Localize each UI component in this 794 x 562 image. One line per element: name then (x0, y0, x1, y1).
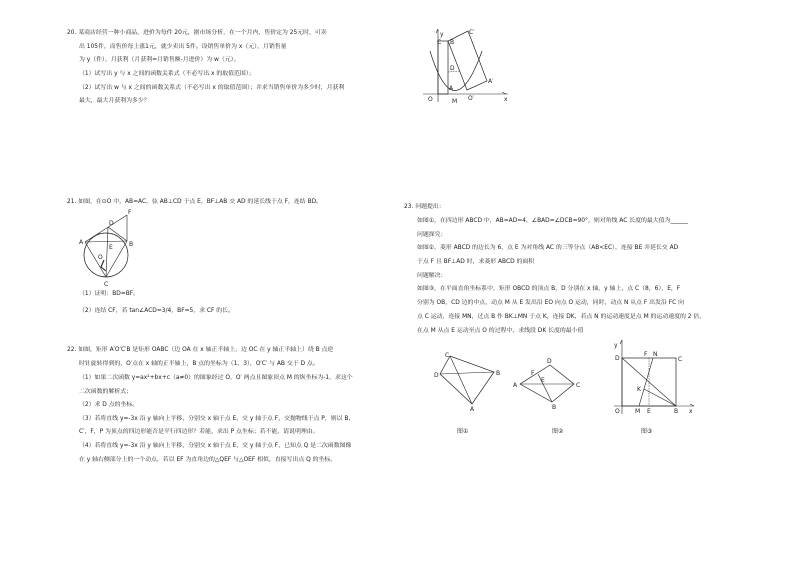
q23-figure-1 (434, 350, 510, 412)
q22-line: C′，F，P 为顶点的四边形能否是平行四边形？若能，求出 P 点坐标；若不能，请说明理由。 (79, 429, 319, 435)
q23-figure-2 (512, 358, 584, 410)
q21-fig-label: F (128, 209, 132, 216)
q23-fig3-label: D (615, 355, 620, 362)
q22-fig-label: C (437, 39, 442, 46)
q22-line: 在 y 轴右侧部分上的一个动点，若以 EF 为直角边的△QEF 与△OEF 相似，直接写出点 Q 的坐标。 (79, 457, 337, 463)
q22-line: （3）若将直线 y=-3x 沿 y 轴向上平移，分别交 x 轴于点 E，交 y 轴于点 F，交抛物线于点 P，则以 B， (79, 416, 355, 422)
q21-fig-label: O (98, 254, 103, 261)
q23-line: 分别为 OB，CD 边的中点，动点 M 从 E 发出沿 EO 向点 O 运动，同时，动点 N 从点 F 出发沿 FC 向 (417, 300, 684, 306)
q22-fig-label: O (428, 96, 433, 103)
q23-fig3-label: F (644, 351, 648, 358)
q23-fig1-label: B (496, 370, 501, 377)
q22-fig-label: y (440, 31, 444, 38)
q23-fig2-label: B (552, 404, 557, 410)
q23-fig3-label: B (674, 408, 679, 415)
q20-line: 最大，最大月获利为多少？ (79, 98, 150, 104)
q23-fig3-label: N (653, 351, 658, 358)
q22-fig-label: A (449, 85, 454, 92)
q21-fig-label: E (109, 244, 113, 251)
q20-line: 20. 某商店经营一种小商品，进价为每件 20元，据市场分析，在一个月内，售价定为 25元时，可卖 (67, 30, 327, 36)
q20-line: （2）试写出 w 与 x 之间的函数关系式（不必写出 x 的取值范围）；并求当销售单价为多少时，月获利 (79, 85, 345, 91)
q23-figure-3 (610, 338, 696, 416)
q22-fig-label: x (504, 96, 508, 103)
q23-fig3-label: y (614, 342, 618, 349)
q23-fig1-label: A (470, 406, 475, 412)
q23-line: 问题探究： (417, 232, 447, 238)
q22-fig-label: B (450, 39, 455, 46)
q22-fig-label: C′ (469, 29, 475, 36)
q22-line: （1）如果二次函数 y=ax²+bx+c（a≠0）的图象经过 O，O′ 两点且图象顶点 M 的纵坐标为-1，求这个 (79, 375, 353, 381)
q21-fig-label: B (129, 241, 134, 248)
q22-line: 时针旋转得到的，O′点在 x 轴的正半轴上，B 点的坐标为（1，3），O′C′ 与 AB 交于 D 点。 (79, 361, 319, 367)
q20-line: 出 105件，而售价每上涨1元，就少卖出 5件。设销售单价为 x（元），月销售量 (79, 44, 287, 50)
q21-line: （1）证明：BD=BF。 (79, 291, 140, 297)
q23-fig3-label: x (689, 408, 693, 415)
q23-fig2-label: A (513, 382, 518, 389)
q20-line: （1）试写出 y 与 x 之间的函数关系式（不必写出 x 的取值范围）； (79, 71, 255, 77)
q23-fig3-label: E (647, 408, 651, 415)
q23-line: 问题解决： (417, 273, 447, 279)
q23-line: 23. 问题提出： (404, 204, 445, 210)
q22-line: （2）求 D 点的坐标。 (79, 402, 139, 408)
q22-fig-label: D (450, 65, 455, 72)
q23-fig2-label: D (547, 358, 552, 365)
q22-fig-label: M (452, 98, 458, 104)
q22-fig-label: A′ (488, 78, 494, 85)
q23-fig1-label: C (445, 352, 450, 359)
q22-line: （4）若将直线 y=-3x 沿 y 轴向上平移，分别交 x 轴于点 E，交 y 轴于点 F，已知点 Q 是二次函数图像 (79, 443, 352, 449)
q21-fig-label: D (109, 220, 114, 227)
q22-line: 二次函数的解析式； (79, 389, 133, 395)
q21-fig-label: A (79, 239, 84, 246)
q23-caption-1: 图① (457, 428, 469, 435)
q23-fig3-label: C (678, 356, 683, 363)
q23-line: 如图②，菱形 ABCD 的边长为 6，点 E 为对角线 AC 的三等分点（AB<EC），连接 BE 并延长交 AD (417, 245, 679, 251)
q20-line: 为 y（件），月获利（月获利=月销售额-月进价）为 w（元）。 (79, 57, 240, 63)
q21-line: 21. 如图，在⊙O 中，AB=AC，弦 AB⊥CD 于点 E，BF⊥AB 交 AD 的延长线于点 F，连结 BD。 (67, 199, 323, 205)
q23-caption-2: 图② (552, 428, 564, 435)
q23-fig3-label: M (635, 408, 641, 415)
q23-line: 点 C 运动，连接 MN，过点 B 作 BK⊥MN 于点 K，连接 DK，若点 N 的运动速度是点 M 的运动速度的 2 倍， (417, 314, 706, 320)
q23-line: 如图①，在四边形 ABCD 中，AB=AD=4，∠BAD=∠DCB=90°，则对角线 AC 长度的最大值为______ (417, 218, 689, 224)
q23-fig2-label: E (541, 377, 545, 384)
q23-caption-3: 图③ (641, 428, 653, 435)
q21-figure (78, 205, 140, 289)
q23-line: 如图③，在平面直角坐标系中，矩形 OBCD 的顶点 B，D 分别在 x 轴，y 轴上，点 C（8，6），E，F (417, 286, 681, 292)
q21-line: （2）连结 CF，若 tan∠ACD=3/4，BF=5，求 CF 的长。 (79, 308, 234, 314)
q22-fig-label: O′ (468, 95, 475, 102)
q23-fig3-label: O (615, 408, 620, 415)
q23-fig1-label: D (434, 372, 439, 379)
q23-fig3-label: K (637, 386, 641, 393)
q21-fig-label: C (104, 281, 109, 288)
q22-line: 22. 如图，矩形 A′O′C′B 是矩形 OABC（边 OA 在 x 轴正半轴上，边 OC 在 y 轴正半轴上）绕 B 点逆 (67, 347, 334, 353)
q23-line: 于点 F 且 BF⊥AD 时，求菱形 ABCD 的面积 (417, 259, 535, 265)
q23-line: 在点 M 从点 E 运动至点 O 的过程中，求线段 DK 长度的最小值 (417, 328, 584, 334)
q23-fig2-label: C (576, 382, 581, 389)
q23-fig2-label: F (531, 370, 535, 377)
q22-figure (420, 26, 510, 104)
